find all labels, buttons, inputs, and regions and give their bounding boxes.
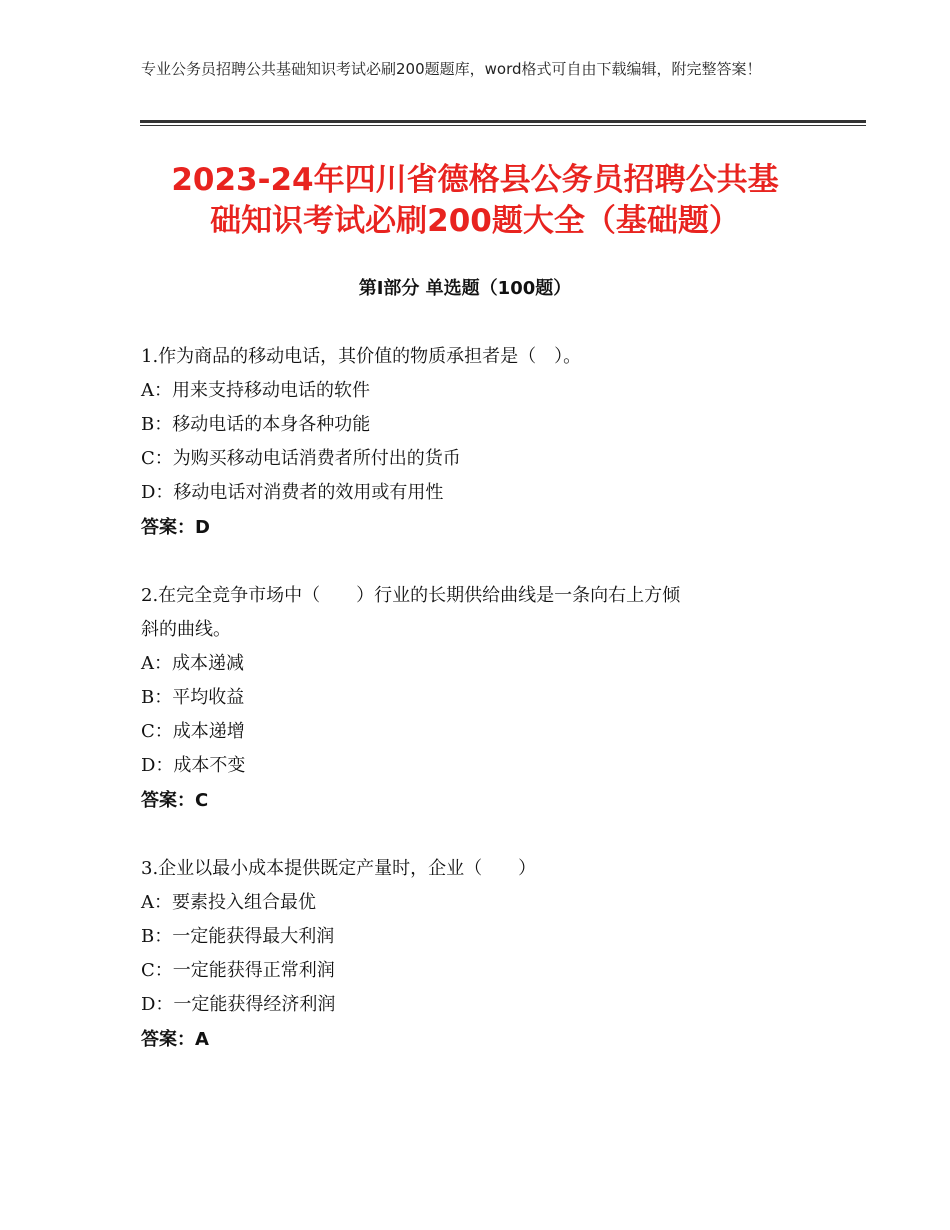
question-stem-line-2: 斜的曲线。 xyxy=(141,619,231,640)
option-c: C：成本递增 xyxy=(141,721,245,742)
option-d: D：一定能获得经济利润 xyxy=(141,994,336,1015)
option-b: B：一定能获得最大利润 xyxy=(141,926,335,947)
question-stem: 3.企业以最小成本提供既定产量时，企业（ ） xyxy=(141,858,537,879)
option-d: D：成本不变 xyxy=(141,755,246,776)
option-d: D：移动电话对消费者的效用或有用性 xyxy=(141,482,444,503)
option-a: A：成本递减 xyxy=(141,653,244,674)
header-rule-thick xyxy=(140,120,866,123)
answer: 答案：D xyxy=(141,517,210,538)
answer: 答案：A xyxy=(141,1029,209,1050)
header-rule-thin xyxy=(140,125,866,126)
question-stem-line-1: 2.在完全竞争市场中（ ）行业的长期供给曲线是一条向右上方倾 xyxy=(141,585,681,606)
option-b: B：平均收益 xyxy=(141,687,245,708)
section-heading: 第Ⅰ部分 单选题（100题） xyxy=(358,278,572,299)
document-title xyxy=(130,160,820,242)
option-c: C：为购买移动电话消费者所付出的货币 xyxy=(141,448,461,469)
title-line-2: 础知识考试必刷200题大全（基础题） xyxy=(210,203,740,239)
title-line-1: 2023-24年四川省德格县公务员招聘公共基 xyxy=(171,162,779,198)
question-stem: 1.作为商品的移动电话，其价值的物质承担者是（ ）。 xyxy=(141,346,582,367)
header-note: 专业公务员招聘公共基础知识考试必刷200题题库，word格式可自由下载编辑，附完整答案！ xyxy=(141,60,762,78)
option-c: C：一定能获得正常利润 xyxy=(141,960,335,981)
answer: 答案：C xyxy=(141,790,209,811)
option-b: B：移动电话的本身各种功能 xyxy=(141,414,371,435)
option-a: A：用来支持移动电话的软件 xyxy=(141,380,370,401)
option-a: A：要素投入组合最优 xyxy=(141,892,316,913)
